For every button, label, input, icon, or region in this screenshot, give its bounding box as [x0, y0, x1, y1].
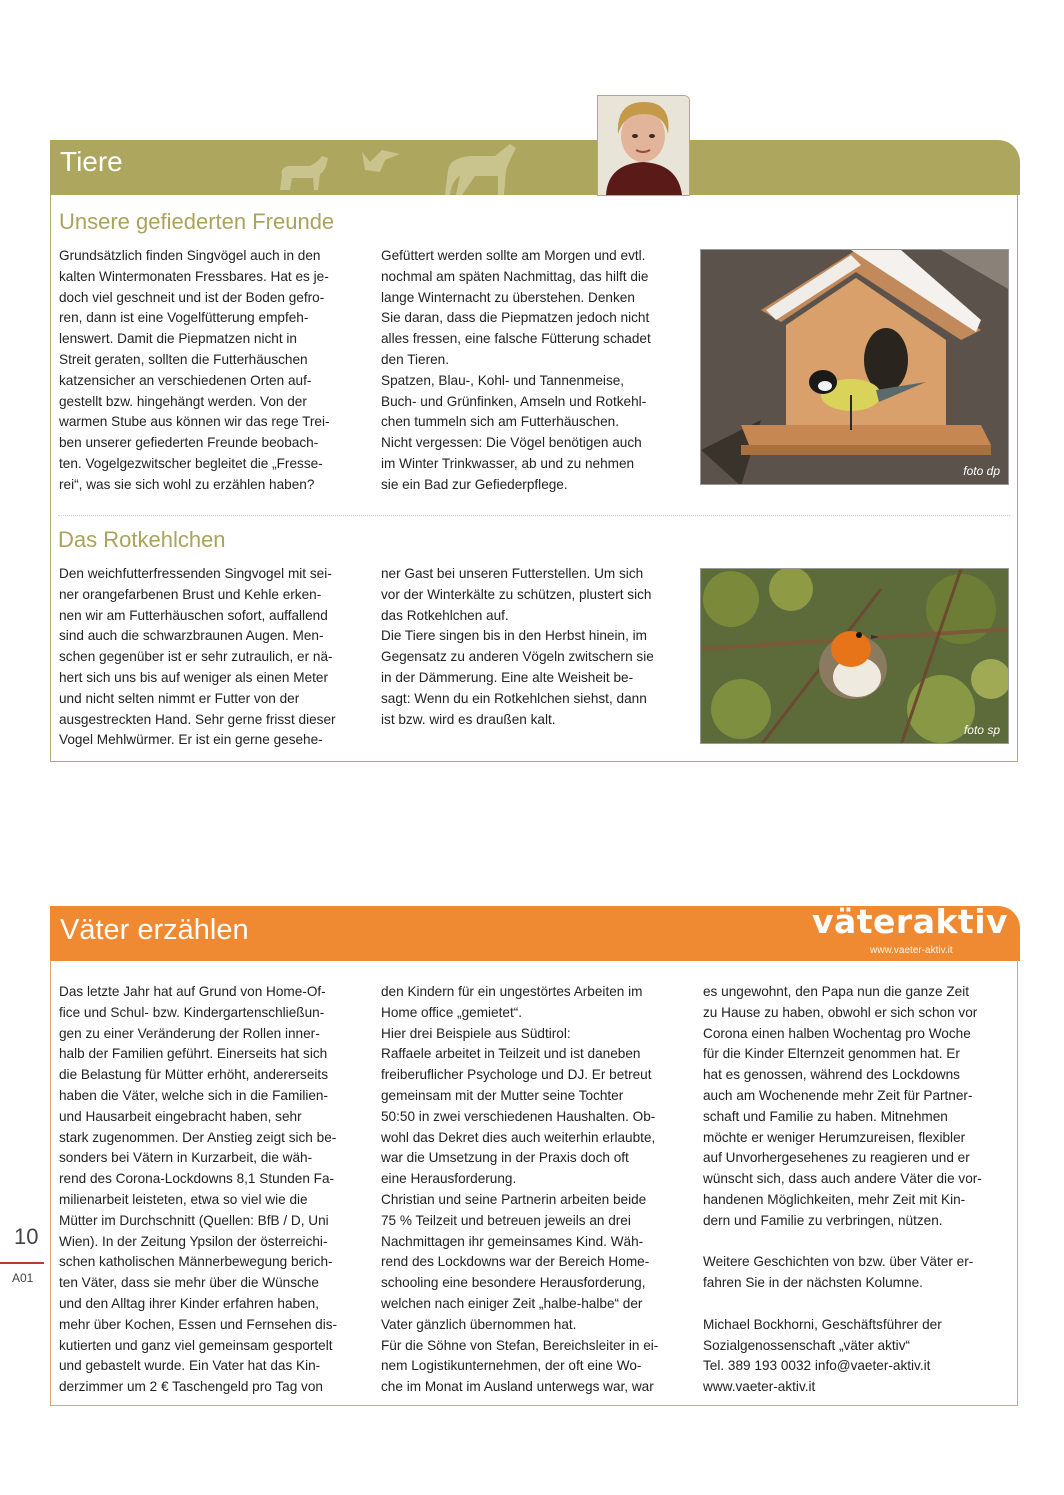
text-line: vor der Winterkälte zu schützen, plustert sich: [381, 586, 652, 602]
text-line: stark zugenommen. Der Anstieg zeigt sich be-: [59, 1129, 337, 1145]
author-portrait: [597, 95, 690, 196]
text-line: Michael Bockhorni, Geschäftsführer der: [703, 1316, 942, 1332]
text-line: schaft und Familie zu haben. Mitnehmen: [703, 1108, 948, 1124]
text-line: gen zu einer Veränderung der Rollen inner-: [59, 1025, 320, 1041]
text-line: war die Umsetzung in der Praxis doch oft: [381, 1150, 629, 1166]
text-line: 50:50 in zwei verschiedenen Haushalten. Ob-: [381, 1108, 656, 1124]
article1-column-2: [381, 246, 691, 496]
dog-silhouette-icon: [280, 156, 328, 190]
text-line: in der Dämmerung. Eine alte Weisheit be-: [381, 669, 634, 685]
text-line: rei“, was sie sich wohl zu erzählen haben?: [59, 476, 315, 492]
text-line: Vater gänzlich übernommen hat.: [381, 1316, 577, 1332]
text-line: freiberuflicher Psychologe und DJ. Er betreut: [381, 1067, 652, 1083]
text-line: sie ein Bad zur Gefiederpflege.: [381, 476, 568, 492]
text-line: ist bzw. wird es draußen kalt.: [381, 711, 556, 727]
text-line: Hier drei Beispiele aus Südtirol:: [381, 1025, 571, 1041]
article2-column-2: [381, 564, 691, 730]
text-line: wünscht sich, dass auch andere Väter die vor-: [703, 1171, 982, 1187]
text-line: Home office „gemietet“.: [381, 1004, 523, 1020]
text-line: Wien). In der Zeitung Ypsilon der österreichi-: [59, 1233, 328, 1249]
text-line: es ungewohnt, den Papa nun die ganze Zeit: [703, 984, 970, 999]
text-line: nen wir am Futterhäuschen sofort, auffallend: [59, 607, 328, 623]
text-line: Sozialgenossenschaft „väter aktiv“: [703, 1337, 911, 1353]
text-line: lange Winternacht zu überstehen. Denken: [381, 289, 635, 305]
vaeter-column-1: [59, 982, 371, 1398]
text-line: möchte er weniger Herumzureisen, flexibler: [703, 1129, 966, 1145]
text-line: kalten Wintermonaten Fressbares. Hat es je-: [59, 268, 329, 284]
text-line: wohl das Dekret dies auch weiterhin erlaubte,: [381, 1129, 656, 1145]
text-line: hert sich uns bis auf weniger als einen Meter: [59, 669, 328, 685]
text-line: Den weichfutterfressenden Singvogel mit sei-: [59, 566, 332, 581]
text-line: Mütter im Durchschnitt (Quellen: BfB / D, Uni: [59, 1212, 329, 1228]
bird-silhouette-icon: [362, 150, 400, 172]
vaeter-column-2: [381, 982, 693, 1398]
text-line: Nicht vergessen: Die Vögel benötigen auch: [381, 435, 642, 451]
text-line: sagt: Wenn du ein Rotkehlchen siehst, dann: [381, 690, 647, 706]
text-line: Christian und seine Partnerin arbeiten beide: [381, 1191, 647, 1207]
text-line: Grundsätzlich finden Singvögel auch in den: [59, 248, 321, 263]
text-line: Die Tiere singen bis in den Herbst hinein, im: [381, 628, 647, 644]
text-line: schen gegenüber ist er sehr zutraulich, er nä-: [59, 649, 333, 665]
text-line: Raffaele arbeitet in Teilzeit und ist daneben: [381, 1046, 641, 1062]
website-line: www.vaeter-aktiv.it: [703, 1379, 816, 1395]
text-line: Gefüttert werden sollte am Morgen und evtl.: [381, 248, 646, 263]
page-code: A01: [12, 1271, 34, 1285]
text-line: Spatzen, Blau-, Kohl- und Tannenmeise,: [381, 372, 625, 388]
text-line: dern und Familie zu verbringen, nützen.: [703, 1212, 943, 1228]
text-line: eine Herausforderung.: [381, 1171, 517, 1187]
text-line: che im Monat im Ausland unterwegs war, war: [381, 1379, 654, 1395]
text-line: kutierten und ganz viel gemeinsam gesportelt: [59, 1337, 333, 1353]
contact-line: Tel. 389 193 0032 info@vaeter-aktiv.it: [703, 1358, 931, 1374]
text-line: sind auch die schwarzbraunen Augen. Men-: [59, 628, 324, 644]
text-line: hat es genossen, während des Lockdowns: [703, 1067, 960, 1083]
text-line: derzimmer um 2 € Taschengeld pro Tag von: [59, 1379, 323, 1395]
vaeter-column-3: [703, 982, 1013, 1398]
text-line: sonders bei Vätern in Kurzarbeit, die wäh-: [59, 1150, 313, 1166]
text-line: auch am Wochenende mehr Zeit für Partner-: [703, 1087, 973, 1103]
section-title-tiere: Tiere: [60, 146, 123, 177]
text-line: und gebastelt wurde. Ein Vater hat das Kin-: [59, 1358, 321, 1374]
text-line: den Kindern für ein ungestörtes Arbeiten im: [381, 984, 643, 999]
text-line: schooling eine besondere Herausforderung,: [381, 1275, 646, 1291]
article-divider: [58, 515, 1010, 516]
text-line: Weitere Geschichten von bzw. über Väter er-: [703, 1254, 974, 1270]
tiere-header-bar: [50, 140, 1020, 195]
text-line: Nachmittagen ihr gemeinsames Kind. Wäh-: [381, 1233, 644, 1249]
text-line: Für die Söhne von Stefan, Bereichsleiter in ei-: [381, 1337, 659, 1353]
text-line: fahren Sie in der nächsten Kolumne.: [703, 1275, 923, 1291]
text-line: doch viel geschneit und ist der Boden gefro-: [59, 289, 325, 305]
text-line: ten Väter, dass sie mehr über die Wünsche: [59, 1275, 319, 1291]
text-line: gemeinsam mit der Mutter seine Tochter: [381, 1087, 624, 1103]
text-line: fice und Schul- bzw. Kindergartenschließun-: [59, 1004, 325, 1020]
text-line: gestellt bzw. hingehängt werden. Von der: [59, 393, 307, 409]
text-line: ten. Vogelgezwitscher begleitet die „Fresse-: [59, 455, 323, 471]
section-title-vaeter: Väter erzählen: [60, 914, 249, 946]
text-line: alles fressen, eine falsche Fütterung schadet: [381, 331, 651, 347]
article2-column-1: [59, 564, 369, 751]
text-line: Streit geraten, sollten die Futterhäuschen: [59, 351, 308, 367]
logo-url: www.vaeter-aktiv.it: [870, 945, 953, 956]
photo-credit: foto dp: [963, 464, 1000, 478]
text-line: auf Unvorhergesehenes zu reagieren und er: [703, 1150, 970, 1166]
text-line: warmen Stube aus können wir das rege Trei-: [59, 414, 330, 430]
text-line: ausgestreckten Hand. Sehr gerne frisst dieser: [59, 711, 336, 727]
text-line: schen katholischen Männerbewegung berich-: [59, 1254, 333, 1270]
horse-silhouette-icon: [445, 144, 516, 195]
text-line: zu Hause zu haben, obwohl er sich schon vor: [703, 1004, 978, 1020]
animal-silhouettes-decoration: [270, 140, 530, 195]
text-line: ner orangefarbenen Brust und Kehle erken-: [59, 586, 322, 602]
text-line: Sie daran, dass die Piepmatzen jedoch nicht: [381, 310, 650, 326]
text-line: Buch- und Grünfinken, Amseln und Rotkehl-: [381, 393, 647, 409]
photo-bird-feeder: [700, 249, 1009, 485]
text-line: rend des Lockdowns war der Bereich Home-: [381, 1254, 650, 1270]
text-line: lenswert. Damit die Piepmatzen nicht in: [59, 331, 297, 347]
text-line: 75 % Teilzeit und betreuen jeweils an drei: [381, 1212, 631, 1228]
text-line: haben die Väter, welche sich in die Familien-: [59, 1087, 329, 1103]
text-line: welchen nach einiger Zeit „halbe-halbe“ der: [381, 1295, 643, 1311]
article-heading-rotkehlchen: Das Rotkehlchen: [58, 527, 226, 552]
text-line: halb der Familien geführt. Einerseits hat sich: [59, 1046, 328, 1062]
text-line: ren, dann ist eine Vogelfütterung empfeh-: [59, 310, 309, 326]
text-line: nem Logistikunternehmen, der oft eine Wo-: [381, 1358, 642, 1374]
text-line: mehr über Kochen, Essen und Fernsehen dis-: [59, 1316, 338, 1332]
text-line: Corona einen halben Wochentag pro Woche: [703, 1025, 971, 1041]
text-line: für die Kinder Elternzeit genommen hat. Er: [703, 1046, 960, 1062]
photo-robin: [700, 568, 1009, 744]
text-line: Vogel Mehlwürmer. Er ist ein gerne gesehe-: [59, 732, 323, 748]
text-line: katzensicher an verschiedenen Orten auf-: [59, 372, 312, 388]
text-line: im Winter Trinkwasser, ab und zu nehmen: [381, 455, 635, 471]
vaeteraktiv-logo: väteraktiv: [812, 902, 1009, 941]
text-line: ner Gast bei unseren Futterstellen. Um sich: [381, 566, 644, 581]
text-line: ben unserer gefiederten Freunde beobach-: [59, 435, 319, 451]
text-line: und nicht selten nimmt er Futter von der: [59, 690, 300, 706]
page-rule: [0, 1262, 44, 1264]
text-line: rend des Corona-Lockdowns 8,1 Stunden Fa-: [59, 1171, 335, 1187]
text-line: chen tummeln sich am Futterhäuschen.: [381, 414, 620, 430]
text-line: und den Alltag ihrer Kinder erfahren haben,: [59, 1295, 319, 1311]
text-line: milienarbeit leisteten, etwa so viel wie die: [59, 1191, 308, 1207]
text-line: Das letzte Jahr hat auf Grund von Home-Of-: [59, 984, 326, 999]
text-line: Gegensatz zu anderen Vögeln zwitschern sie: [381, 649, 654, 665]
page-number: 10: [14, 1224, 39, 1249]
text-line: handenen Möglichkeiten, mehr Zeit mit Kin-: [703, 1191, 966, 1207]
text-line: nochmal am späten Nachmittag, das hilft die: [381, 268, 649, 284]
text-line: die Belastung für Mütter erhöht, andererseits: [59, 1067, 329, 1083]
text-line: das Rotkehlchen auf.: [381, 607, 509, 623]
article1-column-1: [59, 246, 369, 496]
text-line: und Hausarbeit eingebracht haben, sehr: [59, 1108, 302, 1124]
text-line: den Tieren.: [381, 351, 450, 367]
article-heading-gefiederte-freunde: Unsere gefiederten Freunde: [59, 209, 335, 234]
photo-credit: foto sp: [963, 723, 1000, 737]
